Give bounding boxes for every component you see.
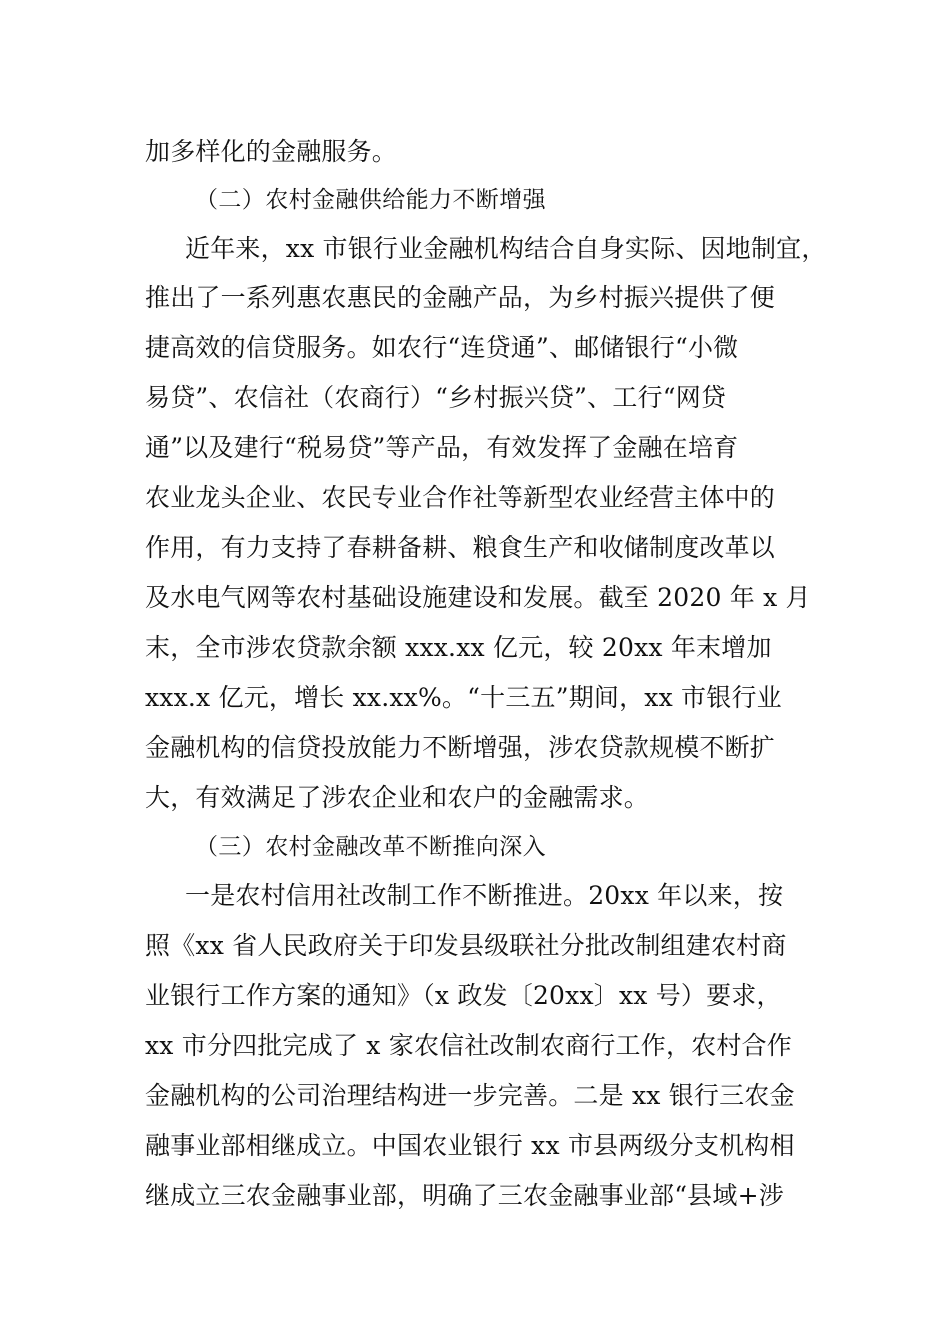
body-text-line: 融事业部相继成立。中国农业银行 xx 市县两级分支机构相 <box>145 1131 795 1160</box>
body-text-line: 近年来，xx 市银行业金融机构结合自身实际、因地制宜， <box>185 234 827 263</box>
body-text-line: 作用，有力支持了春耕备耕、粮食生产和收储制度改革以 <box>145 533 776 562</box>
body-text-line: 照《xx 省人民政府关于印发县级联社分批改制组建农村商 <box>145 931 787 960</box>
body-text-line: 业银行工作方案的通知》（x 政发〔20xx〕xx 号）要求， <box>145 981 782 1010</box>
body-text-line: xx 市分四批完成了 x 家农信社改制农商行工作，农村合作 <box>145 1031 792 1060</box>
body-text-line: 大，有效满足了涉农企业和农户的金融需求。 <box>145 783 650 812</box>
body-text-line: 农业龙头企业、农民专业合作社等新型农业经营主体中的 <box>145 483 776 512</box>
body-text-line: 通”以及建行“税易贷”等产品，有效发挥了金融在培育 <box>145 433 739 462</box>
section-heading: （三）农村金融改革不断推向深入 <box>195 834 546 860</box>
body-text-line: xxx.x 亿元，增长 xx.xx%。“十三五”期间，xx 市银行业 <box>145 683 782 712</box>
body-text-line: 金融机构的信贷投放能力不断增强，涉农贷款规模不断扩 <box>145 733 776 762</box>
body-text-line: 加多样化的金融服务。 <box>145 137 398 166</box>
body-text-line: 易贷”、农信社（农商行）“乡村振兴贷”、工行“网贷 <box>145 383 727 412</box>
body-text-line: 推出了一系列惠农惠民的金融产品，为乡村振兴提供了便 <box>145 283 776 312</box>
body-text-line: 继成立三农金融事业部，明确了三农金融事业部“县域+涉 <box>145 1181 784 1210</box>
body-text-line: 一是农村信用社改制工作不断推进。20xx 年以来，按 <box>185 881 784 910</box>
body-text-line: 及水电气网等农村基础设施建设和发展。截至 2020 年 x 月 <box>145 583 811 612</box>
body-text-line: 金融机构的公司治理结构进一步完善。二是 xx 银行三农金 <box>145 1081 795 1110</box>
body-text-line: 捷高效的信贷服务。如农行“连贷通”、邮储银行“小微 <box>145 333 739 362</box>
body-text-line: 末，全市涉农贷款余额 xxx.xx 亿元，较 20xx 年末增加 <box>145 633 772 662</box>
section-heading: （二）农村金融供给能力不断增强 <box>195 187 546 213</box>
